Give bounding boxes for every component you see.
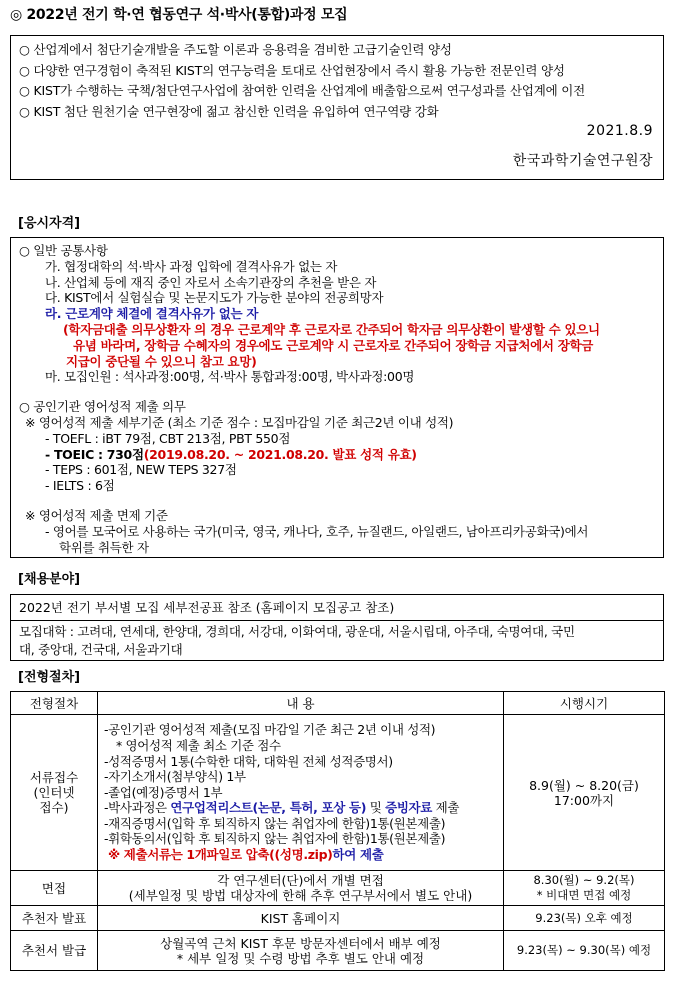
doc-period-line: 8.9(월) ~ 8.20(금) <box>529 777 639 793</box>
universities-line: 대, 중앙대, 건국대, 서울과기대 <box>19 642 183 657</box>
page-title: ◎ 2022년 전기 학·연 협동연구 석·박사(통합)과정 모집 <box>10 7 348 23</box>
table-row <box>11 871 665 906</box>
universities-line: 모집대학 : 고려대, 연세대, 한양대, 경희대, 서강대, 이화여대, 광운대, 서울시립대, 아주대, 숙명여대, 국민 <box>19 624 575 639</box>
doc-item: -공인기관 영어성적 제출(모집 마감일 기준 최근 2년 이내 성적) <box>104 722 436 738</box>
loan-note-line: (학자금대출 의무상환자 의 경우 근로계약 후 근로자로 간주되어 학자금 의무상환이 발생할 수 있으니 <box>63 321 600 337</box>
toeic-period: (2019.08.20. ~ 2021.08.20. 발표 성적 유효) <box>143 446 417 462</box>
toeic-score <box>19 447 655 463</box>
loan-note-line: 지급이 중단될 수 있으니 참고 요망) <box>66 353 257 369</box>
field-universities <box>10 621 664 661</box>
header-content: 내 용 <box>98 692 504 715</box>
table-row <box>11 715 665 871</box>
doc-item: -성적증명서 1통(수학한 대학, 대학원 전체 성적증명서) <box>104 753 393 769</box>
toefl-score: - TOEFL : iBT 79점, CBT 213점, PBT 550점 <box>45 430 291 446</box>
english-criteria: ※ 영어성적 제출 세부기준 (최소 기준 점수 : 모집마감일 기준 최근2년 이내 성적) <box>25 414 454 430</box>
toeic-label: - TOEIC : 730점 <box>45 446 144 462</box>
phd-text: 제출 <box>432 800 460 816</box>
doc-stage-line: 서류접수 <box>29 770 79 785</box>
doc-note-filename: (성명.zip) <box>274 847 333 863</box>
intro-line: ○ 다양한 연구경험이 축적된 KIST의 연구능력을 토대로 산업현장에서 즉시 활용 가능한 전문인력 양성 <box>19 62 565 78</box>
loan-note-line: 유념 바라며, 장학금 수혜자의 경우에도 근로계약 시 근로자로 간주되어 장학금 지급처에서 장학금 <box>73 337 594 353</box>
interview-line: 각 연구센터(단)에서 개별 면접 <box>217 873 384 888</box>
general-heading: ○ 일반 공통사항 <box>19 243 108 258</box>
teps-score: - TEPS : 601점, NEW TEPS 327점 <box>45 462 237 478</box>
requirement-ga: 가. 협정대학의 석·박사 과정 입학에 결격사유가 없는 자 <box>45 258 338 274</box>
intro-line: ○ KIST 첨단 원천기술 연구현장에 젊고 참신한 인력을 유입하여 연구역량 강화 <box>19 103 439 119</box>
doc-item: -재직증명서(입학 후 퇴직하지 않는 취업자에 한함)1통(원본제출) <box>104 815 446 831</box>
doc-item-phd <box>104 800 497 816</box>
exempt-heading: ※ 영어성적 제출 면제 기준 <box>25 507 168 523</box>
phd-evidence: 증빙자료 <box>385 800 432 816</box>
doc-stage-line: 접수) <box>39 800 69 815</box>
qualification-heading: [응시자격] <box>18 216 81 231</box>
issue-period: 9.23(목) ~ 9.30(목) 예정 <box>504 931 665 971</box>
field-reference: 2022년 전기 부서별 모집 세부전공표 참조 (홈페이지 모집공고 참조) <box>10 594 664 621</box>
phd-text: -박사과정은 <box>104 800 171 816</box>
header-period: 시행시기 <box>504 692 665 715</box>
intro-line: ○ KIST가 수행하는 국책/첨단연구사업에 참여한 인력을 산업계에 배출함으로써 연구성과를 산업계에 이전 <box>19 83 585 98</box>
table-header-row <box>11 692 665 715</box>
interview-period-line: * 비대면 면접 예정 <box>536 888 632 902</box>
announcement-org: 한국과학기술연구원장 <box>512 153 653 169</box>
doc-content <box>98 715 504 871</box>
interview-stage: 면접 <box>11 871 98 906</box>
doc-item: -휘학동의서(입학 후 퇴직하지 않는 취업자에 한함)1통(원본제출) <box>104 831 446 847</box>
ielts-score: - IELTS : 6점 <box>45 478 115 494</box>
table-row <box>11 906 665 931</box>
announce-content: KIST 홈페이지 <box>98 906 504 931</box>
doc-period <box>504 715 665 871</box>
issue-line: * 세부 일정 및 수령 방법 추후 별도 안내 예정 <box>176 950 425 966</box>
announcement-date: 2021.8.9 <box>586 123 653 139</box>
doc-note-text: 하여 제출 <box>332 847 384 863</box>
doc-period-line: 17:00까지 <box>553 792 615 808</box>
doc-note-text: ※ 제출서류는 1개파일로 압축( <box>108 847 275 863</box>
issue-line: 상월곡역 근처 KIST 후문 방문자센터에서 배부 예정 <box>160 935 441 951</box>
interview-line: (세부일정 및 방법 대상자에 한해 추후 연구부서에서 별도 안내) <box>128 888 473 903</box>
doc-stage <box>11 715 98 871</box>
doc-stage-line: (인터넷 <box>33 785 75 800</box>
requirement-na: 나. 산업체 등에 재직 중인 자로서 소속기관장의 추천을 받은 자 <box>45 274 377 290</box>
requirement-ra: 라. 근로계약 체결에 결격사유가 없는 자 <box>45 306 259 322</box>
exempt-detail: 학위를 취득한 자 <box>59 539 149 555</box>
requirement-ma: 마. 모집인원 : 석사과정:00명, 석·박사 통합과정:00명, 박사과정:00명 <box>45 369 415 385</box>
english-heading: ○ 공인기관 영어성적 제출 의무 <box>19 399 186 415</box>
table-row <box>11 931 665 971</box>
header-stage: 전형절차 <box>11 692 98 715</box>
intro-box <box>10 35 664 180</box>
field-heading: [채용분야] <box>18 572 81 587</box>
phd-research-list: 연구업적리스트(논문, 특허, 포상 등) <box>170 800 367 816</box>
announce-period: 9.23(목) 오후 예정 <box>504 906 665 931</box>
announce-stage: 추천자 발표 <box>11 906 98 931</box>
phd-text: 및 <box>366 800 386 816</box>
interview-content <box>98 871 504 906</box>
issue-stage: 추천서 발급 <box>11 931 98 971</box>
intro-line: ○ 산업계에서 첨단기술개발을 주도할 이론과 응용력을 겸비한 고급기술인력 양성 <box>19 42 452 57</box>
doc-item: * 영어성적 제출 최소 기준 점수 <box>116 737 281 753</box>
doc-item: -졸업(예정)증명서 1부 <box>104 784 223 800</box>
exempt-detail: - 영어를 모국어로 사용하는 국가(미국, 영국, 캐나다, 호주, 뉴질랜드, 아일랜드, 남아프리카공화국)에서 <box>45 523 589 539</box>
issue-content <box>98 931 504 971</box>
procedure-table <box>10 691 665 971</box>
doc-note <box>104 847 497 863</box>
requirement-da: 다. KIST에서 실험실습 및 논문지도가 가능한 분야의 전공희망자 <box>45 290 384 306</box>
qualification-box <box>10 237 664 558</box>
interview-period <box>504 871 665 906</box>
interview-period-line: 8.30(월) ~ 9.2(목) <box>533 873 635 887</box>
doc-item: -자기소개서(첨부양식) 1부 <box>104 769 246 785</box>
procedure-heading: [전형절차] <box>18 670 81 685</box>
